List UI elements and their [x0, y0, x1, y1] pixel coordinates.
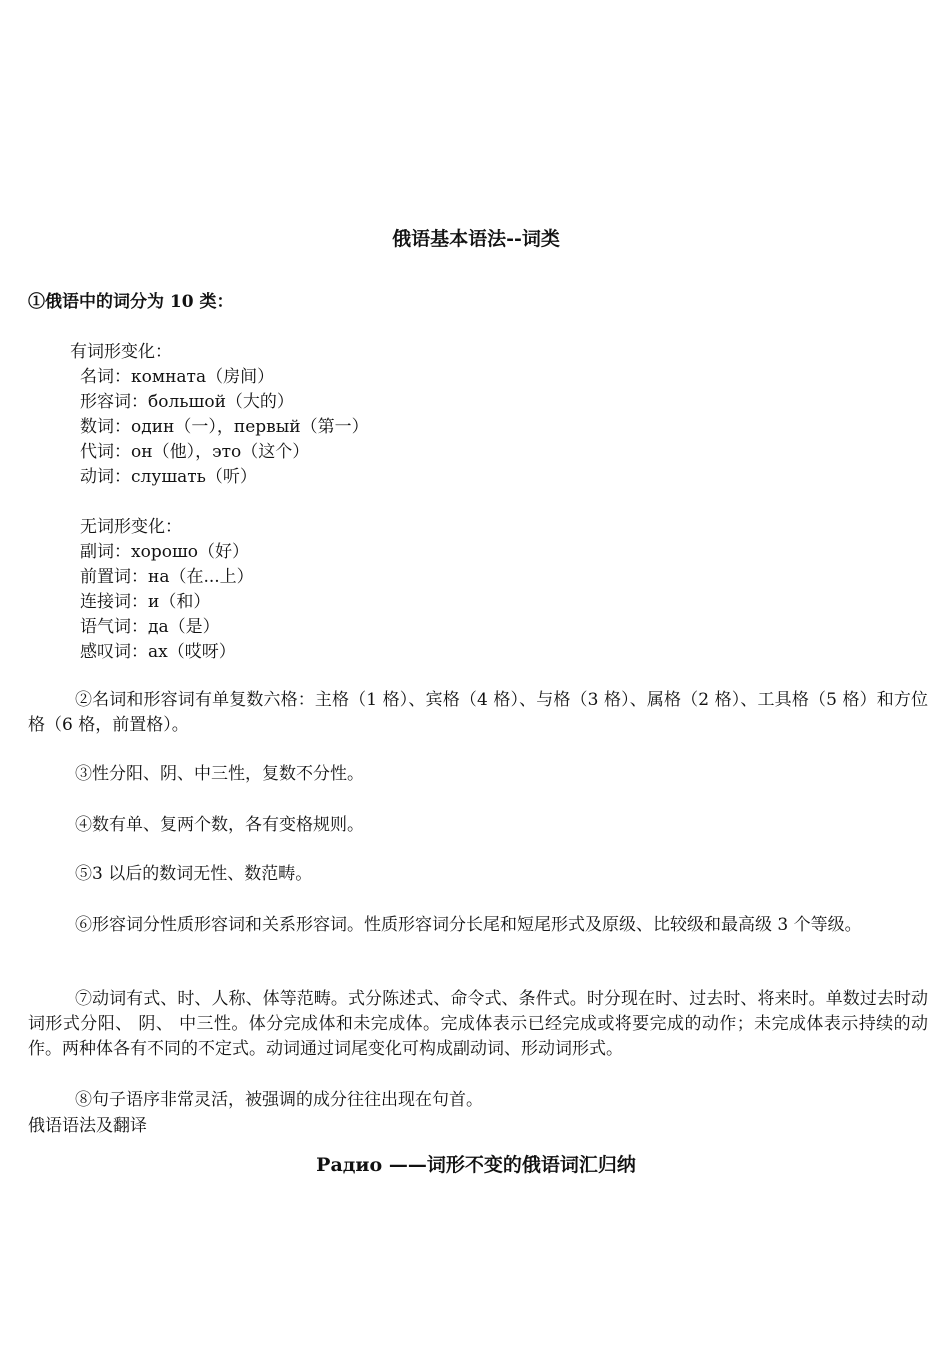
word-classes-heading: ①俄语中的词分为 10 类： — [28, 292, 234, 312]
list-item: 名词：комната（房间） — [80, 367, 275, 387]
list-item: 副词：хорошо（好） — [80, 542, 249, 562]
list-item: 数词：один（一），первый（第一） — [80, 417, 369, 437]
list-item: 前置词：на（在...上） — [80, 567, 254, 587]
paragraph-verbs: ⑦动词有式、时、人称、体等范畴。式分陈述式、命令式、条件式。时分现在时、过去时、将来时。单数过去时动词形式分阳、 阴、 中三性。体分完成体和未完成体。完成体表示已经完成或将要完成的动作；未完成体表示持续的动作。两种体各有不同的不定式。动词通过词尾变化可构成副动词、形动词形式。 — [28, 989, 928, 1059]
paragraph-gender: ③性分阳、阴、中三性，复数不分性。 — [75, 764, 364, 784]
list-item: 连接词：и（和） — [80, 592, 211, 612]
list-item: 动词：слушать（听） — [80, 467, 257, 487]
list-item: 感叹词：ах（哎呀） — [80, 642, 236, 662]
paragraph-word-order: ⑧句子语序非常灵活，被强调的成分往往出现在句首。 — [75, 1090, 483, 1110]
inflected-word-list — [70, 340, 369, 490]
paragraph-adjectives: ⑥形容词分性质形容词和关系形容词。性质形容词分长尾和短尾形式及原级、比较级和最高级 3 个等级。 — [75, 915, 862, 935]
paragraph-cases: ②名词和形容词有单复数六格：主格（1 格）、宾格（4 格）、与格（3 格）、属格（2 格）、工具格（5 格）和方位格（6 格，前置格）。 — [28, 690, 928, 735]
inflected-label: 有词形变化： — [70, 342, 172, 362]
uninflected-word-list — [80, 515, 254, 665]
section-title: Радио ——词形不变的俄语词汇归纳 — [316, 1154, 636, 1176]
list-item: 形容词：большой（大的） — [80, 392, 294, 412]
grammar-translation-label: 俄语语法及翻译 — [28, 1116, 147, 1136]
uninflected-label: 无词形变化： — [80, 517, 182, 537]
list-item: 语气词：да（是） — [80, 617, 220, 637]
list-item: 代词：он（他），это（这个） — [80, 442, 310, 462]
paragraph-number: ④数有单、复两个数，各有变格规则。 — [75, 815, 364, 835]
document-title: 俄语基本语法--词类 — [392, 228, 560, 250]
paragraph-numerals: ⑤3 以后的数词无性、数范畴。 — [75, 864, 313, 884]
